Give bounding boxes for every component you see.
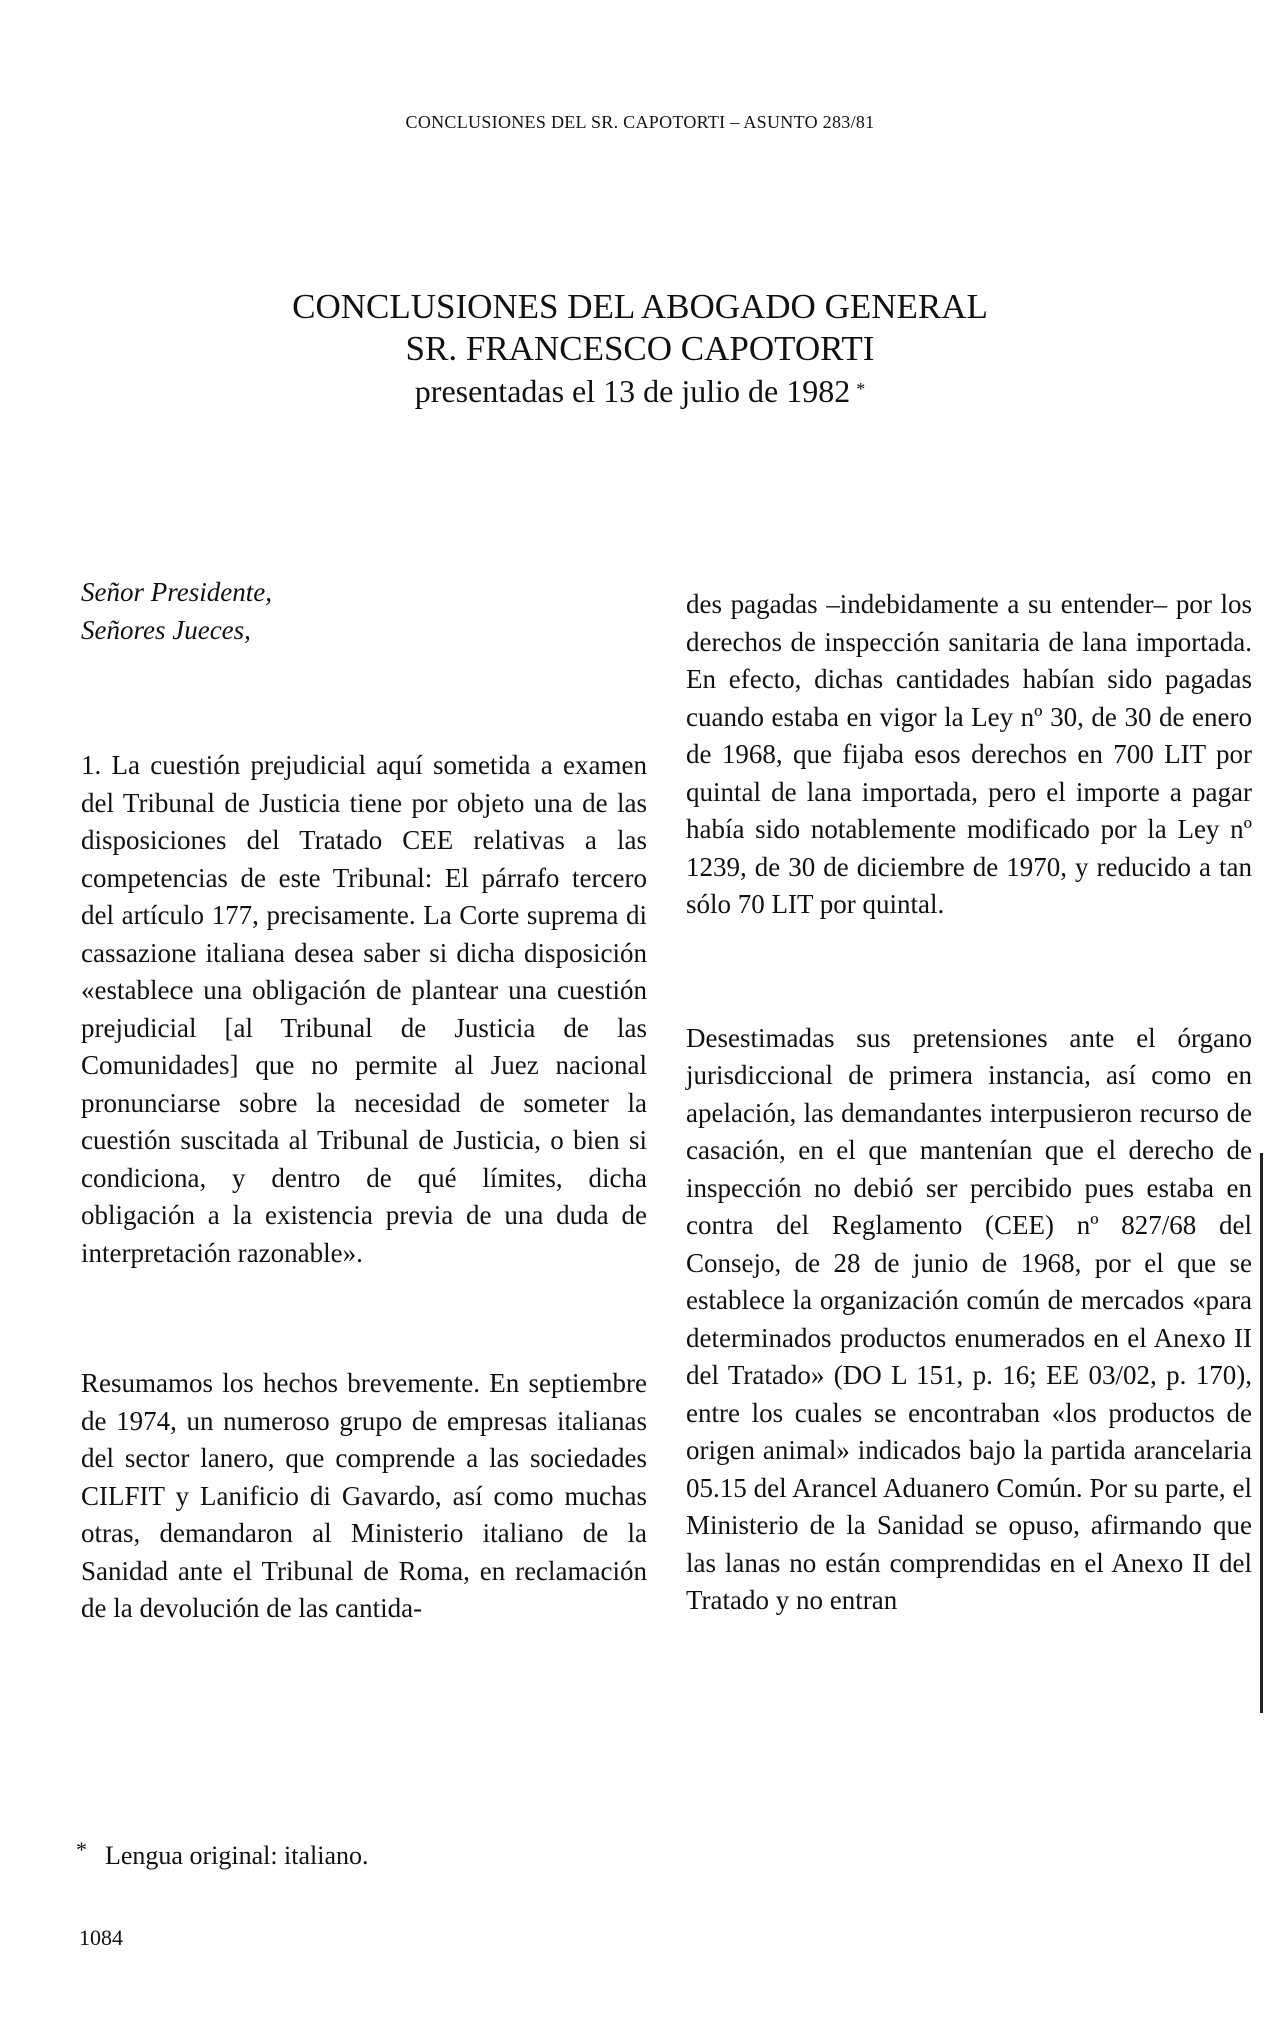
title-block <box>0 286 1280 412</box>
footnote-mark: * <box>76 1837 87 1862</box>
title-date-line <box>0 370 1280 412</box>
margin-bar <box>1260 1153 1263 1713</box>
spacer <box>81 1272 647 1365</box>
footnote <box>76 1837 369 1872</box>
spacer <box>686 924 1252 1020</box>
left-column <box>81 574 647 1628</box>
paragraph-3: des pagadas –indebidamente a su entender– por los derechos de inspección sanitaria de lana importada. En efecto, dichas cantidades habían sido pagadas cuando estaba en vigor la Ley nº 30, de 30 de enero de 1968, que fijaba esos derechos en 700 LIT por quintal de lana importada, pero el importe a pagar había sido notablemente modificado por la Ley nº 1239, de 30 de diciembre de 1970, y reducido a tan sólo 70 LIT por quintal. <box>686 589 1252 919</box>
paragraph-2: Resumamos los hechos brevemente. En septiembre de 1974, un numeroso grupo de empresas italianas del sector lanero, que comprende a las sociedades CILFIT y Lanificio di Gavardo, así como muchas otras, demandaron al Ministerio italiano de la Sanidad ante el Tribunal de Roma, en reclamación de la devolución de las cantida- <box>81 1368 647 1623</box>
running-header: CONCLUSIONES DEL SR. CAPOTORTI – ASUNTO 283/81 <box>405 112 875 132</box>
page-number: 1084 <box>79 1925 123 1950</box>
title-line-1: CONCLUSIONES DEL ABOGADO GENERAL <box>292 287 988 326</box>
title-footnote-mark: * <box>856 379 866 399</box>
paragraph-4: Desestimadas sus pretensiones ante el órgano jurisdiccional de primera instancia, así como en apelación, las demandantes interpusieron recurso de casación, en el que mantenían que el derecho de inspección no debió ser percibido pues estaba en contra del Reglamento (CEE) nº 827/68 del Consejo, de 28 de junio de 1968, por el que se establece la organización común de mercados «para determinados productos enumerados en el Anexo II del Tratado» (DO L 151, p. 16; EE 03/02, p. 170), entre los cuales se encontraban «los productos de origen animal» indicados bajo la partida arancelaria 05.15 del Arancel Aduanero Común. Por su parte, el Ministerio de la Sanidad se opuso, afirmando que las lanas no están comprendidas en el Anexo II del Tratado y no entran <box>686 1022 1252 1615</box>
salutation-line-1: Señor Presidente, <box>81 577 272 607</box>
spacer <box>81 649 647 747</box>
title-line-2: SR. FRANCESCO CAPOTORTI <box>405 329 875 368</box>
paragraph-1: 1. La cuestión prejudicial aquí sometida a examen del Tribunal de Justicia tiene por objeto una de las disposiciones del Tratado CEE relativas a las competencias de este Tribunal: El párrafo tercero del artículo 177, precisamente. La Corte suprema di cassazione italiana desea saber si dicha disposición «establece una obligación de plantear una cuestión prejudicial [al Tribunal de Justicia de las Comunidades] que no permite al Juez nacional pronunciarse sobre la necesidad de someter la cuestión suscitada al Tribunal de Justicia, o bien si condiciona, y dentro de qué límites, dicha obligación a la existencia previa de una duda de interpretación razonable». <box>81 750 647 1268</box>
right-column <box>686 586 1252 1620</box>
salutation-line-2: Señores Jueces, <box>81 614 251 645</box>
footnote-text: Lengua original: italiano. <box>105 1841 369 1870</box>
title-line-3: presentadas el 13 de julio de 1982 <box>414 373 851 409</box>
